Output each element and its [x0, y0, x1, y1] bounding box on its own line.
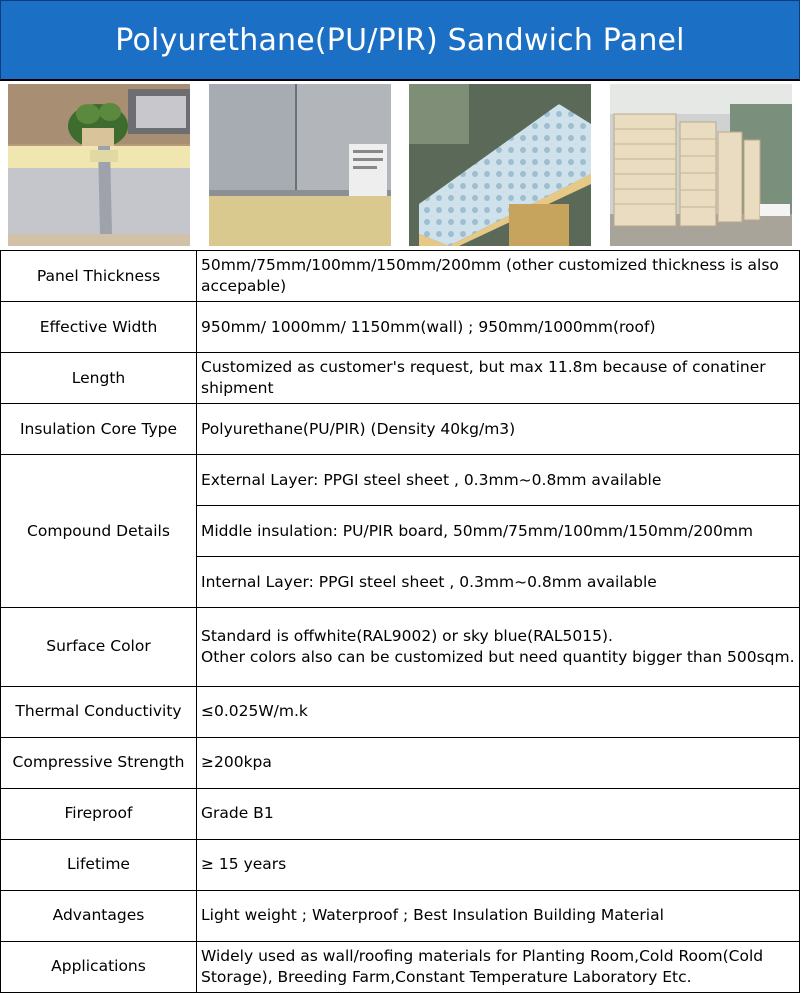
thermal-value: ≤0.025W/m.k [197, 686, 800, 737]
thickness-value: 50mm/75mm/100mm/150mm/200mm (other customized thickness is also accepable) [197, 251, 800, 302]
table-row [1, 608, 800, 686]
length-label: Length [1, 353, 197, 404]
color-label: Surface Color [1, 608, 197, 686]
spec-table [0, 250, 800, 993]
length-value: Customized as customer's request, but max 11.8m because of conatiner shipment [197, 353, 800, 404]
panel-surface-image [209, 84, 391, 246]
table-row [1, 302, 800, 353]
table-row [1, 353, 800, 404]
thickness-label: Panel Thickness [1, 251, 197, 302]
compound-external: External Layer: PPGI steel sheet , 0.3mm~0.8mm available [197, 455, 800, 506]
panel-pattern-image [409, 84, 591, 246]
width-label: Effective Width [1, 302, 197, 353]
fireproof-value: Grade B1 [197, 788, 800, 839]
applications-label: Applications [1, 941, 197, 992]
advantages-label: Advantages [1, 890, 197, 941]
compound-label: Compound Details [1, 455, 197, 608]
compound-internal: Internal Layer: PPGI steel sheet , 0.3mm~0.8mm available [197, 557, 800, 608]
table-row [1, 788, 800, 839]
panel-joint-photo [8, 84, 190, 246]
panel-pattern-photo [409, 84, 591, 246]
table-row [1, 737, 800, 788]
title-banner [0, 0, 800, 81]
photo-strip [0, 80, 800, 250]
core-label: Insulation Core Type [1, 404, 197, 455]
width-value: 950mm/ 1000mm/ 1150mm(wall) ; 950mm/1000mm(roof) [197, 302, 800, 353]
applications-value: Widely used as wall/roofing materials for Planting Room,Cold Room(Cold Storage), Breeding Farm,Constant Temperature Laboratory Etc. [197, 941, 800, 992]
panel-surface-photo [209, 84, 391, 246]
panel-joint-image [8, 84, 190, 246]
compound-middle: Middle insulation: PU/PIR board, 50mm/75mm/100mm/150mm/200mm [197, 506, 800, 557]
table-row [1, 941, 800, 992]
table-row [1, 839, 800, 890]
color-line-2: Other colors also can be customized but need quantity bigger than 500sqm. [201, 647, 795, 666]
table-row [1, 455, 800, 506]
panel-stack-image [610, 84, 792, 246]
lifetime-value: ≥ 15 years [197, 839, 800, 890]
compressive-label: Compressive Strength [1, 737, 197, 788]
color-value [197, 608, 800, 686]
advantages-value: Light weight ; Waterproof ; Best Insulation Building Material [197, 890, 800, 941]
panel-stack-photo [610, 84, 792, 246]
table-row [1, 686, 800, 737]
compressive-value: ≥200kpa [197, 737, 800, 788]
core-value: Polyurethane(PU/PIR) (Density 40kg/m3) [197, 404, 800, 455]
thermal-label: Thermal Conductivity [1, 686, 197, 737]
lifetime-label: Lifetime [1, 839, 197, 890]
fireproof-label: Fireproof [1, 788, 197, 839]
table-row [1, 251, 800, 302]
table-row [1, 890, 800, 941]
table-row [1, 404, 800, 455]
page-title: Polyurethane(PU/PIR) Sandwich Panel [115, 22, 685, 58]
color-line-1: Standard is offwhite(RAL9002) or sky blue(RAL5015). [201, 626, 613, 645]
